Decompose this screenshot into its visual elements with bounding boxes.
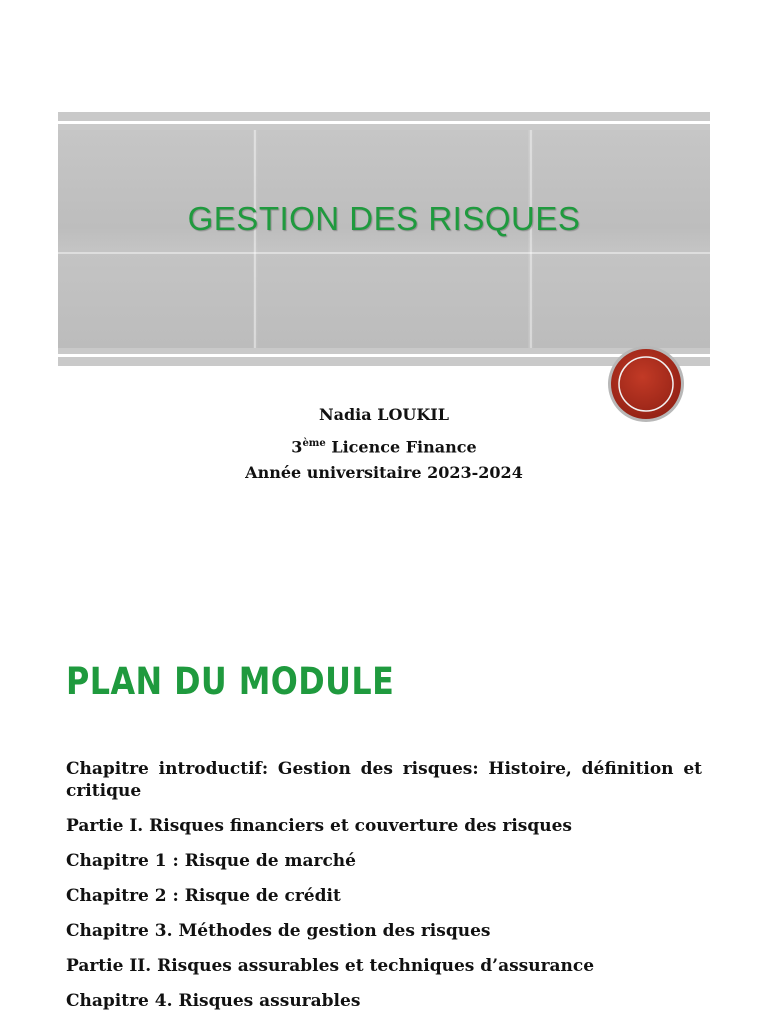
plan-item-chapitre-1: Chapitre 1 : Risque de marché (66, 851, 356, 871)
banner-seam (58, 252, 710, 254)
presentation-title: GESTION DES RISQUES (187, 200, 581, 237)
banner-texture (58, 130, 710, 348)
title-banner (58, 112, 710, 366)
plan-slide (0, 620, 768, 1024)
program-line (0, 429, 768, 458)
banner-top-rule (58, 121, 710, 124)
program-ordinal: 3 (291, 437, 303, 457)
plan-item-chapitre-3: Chapitre 3. Méthodes de gestion des risques (66, 921, 491, 941)
banner-vertical-seam (254, 130, 256, 348)
plan-item-chapitre-2: Chapitre 2 : Risque de crédit (66, 886, 341, 906)
program-ordinal-suffix: ème (302, 438, 326, 449)
banner-vertical-seam (530, 130, 532, 348)
plan-item-intro: Chapitre introductif: Gestion des risques: Histoire, définition et critique (66, 759, 702, 801)
plan-item-chapitre-4: Chapitre 4. Risques assurables (66, 991, 361, 1011)
author-info (0, 400, 768, 487)
plan-list (66, 758, 702, 1025)
plan-item-partie-2: Partie II. Risques assurables et techniques d’assurance (66, 956, 595, 976)
author-name: Nadia LOUKIL (319, 405, 449, 424)
plan-item-partie-1: Partie I. Risques financiers et couverture des risques (66, 816, 573, 836)
plan-title: PLAN DU MODULE (66, 660, 395, 703)
program-label: Licence Finance (325, 437, 477, 457)
academic-year: Année universitaire 2023-2024 (245, 463, 523, 482)
